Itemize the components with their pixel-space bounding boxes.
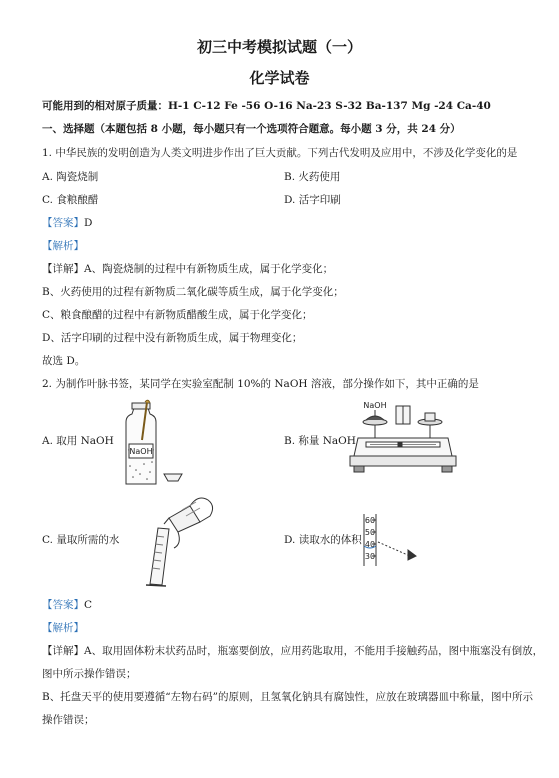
- answer-tag: 【答案】: [42, 599, 84, 611]
- page-title: 初三中考模拟试题（一）: [196, 38, 362, 56]
- q1-conclusion: 故选 D。: [42, 355, 86, 367]
- answer-value: D: [84, 217, 93, 229]
- balance-figure: [348, 398, 458, 476]
- q1-option-d: D. 活字印刷: [284, 194, 341, 206]
- answer-value: C: [84, 599, 93, 611]
- q1-option-c: C. 食粮酿醋: [42, 194, 99, 206]
- detail-tag: 【详解】: [42, 263, 84, 275]
- reagent-bottle-figure: [112, 400, 194, 488]
- q2-option-c: C. 量取所需的水: [42, 534, 120, 546]
- q1-option-b: B. 火药使用: [284, 171, 341, 183]
- q1-stem: 1. 中华民族的发明创造为人类文明进步作出了巨大贡献。下列古代发明及应用中，不涉及化学变化的是: [42, 147, 518, 159]
- q1-option-a: A. 陶瓷烧制: [42, 171, 99, 183]
- bottle-label: NaOH: [129, 447, 153, 456]
- q2-analysis-tag: 【解析】: [42, 622, 84, 634]
- answer-tag: 【答案】: [42, 217, 84, 229]
- detail-tag: 【详解】: [42, 645, 84, 657]
- cylinder-reading-figure: [360, 512, 420, 570]
- tick-60: 60: [364, 516, 376, 525]
- atomic-masses: 可能用到的相对原子质量：H-1 C-12 Fe -56 O-16 Na-23 S-32 Ba-137 Mg -24 Ca-40: [42, 100, 491, 112]
- detail-text: A、陶瓷烧制的过程中有新物质生成，属于化学变化；: [84, 263, 334, 275]
- q1-detail-line-4: D、活字印刷的过程中没有新物质生成，属于物理变化；: [42, 332, 303, 344]
- q2-stem: 2. 为制作叶脉书签，某同学在实验室配制 10%的 NaOH 溶液，部分操作如下，其中正确的是: [42, 378, 479, 390]
- page-subtitle: 化学试卷: [249, 69, 310, 87]
- balance-label: NaOH: [363, 401, 387, 410]
- q2-option-b: B. 称量 NaOH: [284, 435, 356, 447]
- q1-analysis-tag: 【解析】: [42, 240, 84, 252]
- tick-40: 40: [364, 540, 376, 549]
- q1-detail-line-1: [42, 262, 333, 276]
- q2-detail-line-1: [42, 644, 543, 658]
- q1-detail-line-3: C、粮食酿醋的过程中有新物质醋酸生成，属于化学变化；: [42, 309, 313, 321]
- q2-detail-line-3: B、托盘天平的使用要遵循“左物右码”的原则，且氢氧化钠具有腐蚀性，应放在玻璃器皿中称量，图中所示: [42, 691, 533, 703]
- q2-answer: [42, 598, 92, 612]
- q2-option-d: D. 读取水的体积: [284, 534, 362, 546]
- q2-option-a: A. 取用 NaOH: [42, 435, 114, 447]
- q2-detail-line-2: 图中所示操作错误；: [42, 668, 137, 680]
- q1-answer: [42, 216, 92, 230]
- tick-50: 50: [364, 528, 376, 537]
- tick-30: 30: [364, 552, 376, 561]
- q2-detail-line-4: 操作错误；: [42, 714, 95, 726]
- q1-detail-line-2: B、火药使用的过程有新物质二氧化碳等质生成，属于化学变化；: [42, 286, 344, 298]
- section-heading: 一、选择题（本题包括 8 小题，每小题只有一个选项符合题意。每小题 3 分，共 24 分）: [42, 123, 461, 135]
- pouring-figure: [138, 488, 218, 588]
- detail-text: A、取用固体粉末状药品时，瓶塞要倒放，应用药匙取用，不能用手接触药品，图中瓶塞没有倒放，: [84, 645, 544, 657]
